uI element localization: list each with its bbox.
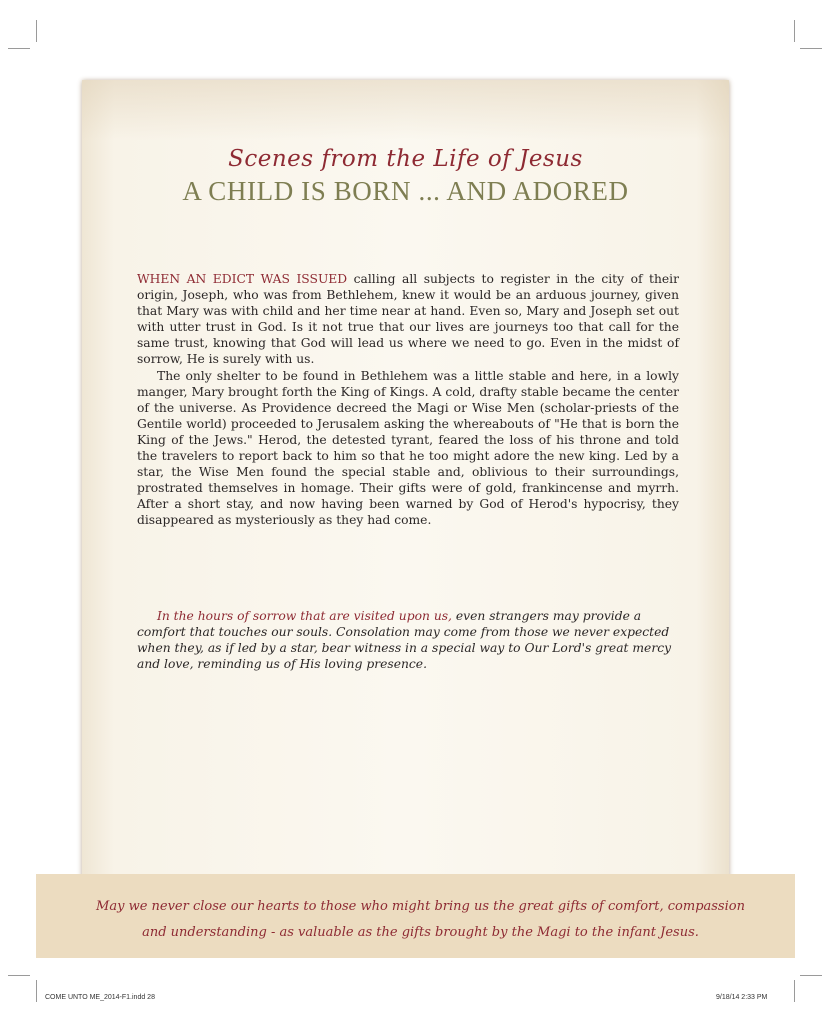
story-text — [137, 271, 679, 529]
crop-mark — [8, 975, 30, 976]
crop-mark — [800, 48, 822, 49]
prayer-banner — [36, 874, 795, 958]
lead-caps: WHEN AN EDICT WAS ISSUED — [137, 272, 348, 286]
slug-timestamp: 9/18/14 2:33 PM — [716, 994, 768, 1001]
reflection-lead: In the hours of sorrow that are visited upon us, — [157, 609, 452, 623]
page-title: A CHILD IS BORN ... AND ADORED — [182, 176, 629, 206]
prayer-text: May we never close our hearts to those who might bring us the great gifts of comfort, compassion and understanding - as valuable as the gifts brought by the Magi to the infant Jesus. — [96, 899, 745, 940]
crop-mark — [36, 20, 37, 42]
crop-mark — [36, 980, 37, 1002]
crop-mark — [794, 20, 795, 42]
section-kicker: Scenes from the Life of Jesus — [228, 146, 583, 172]
crop-mark — [800, 975, 822, 976]
reflection-paragraph — [137, 608, 679, 672]
reflection-text: even strangers may provide a comfort that touches our souls. Consolation may come from those we never expected when they, as if led by a star, bear witness in a special way to Our Lord's great mercy and love, reminding us of His loving presence. — [137, 609, 672, 672]
crop-mark — [794, 980, 795, 1002]
crop-mark — [8, 48, 30, 49]
slug-filename: COME UNTO ME_2014-F1.indd 28 — [45, 994, 155, 1001]
story-paragraph-2: The only shelter to be found in Bethlehem was a little stable and here, in a lowly manger, Mary brought forth the King of Kings. A cold, drafty stable became the center of the universe. As Providence decreed the Magi or Wise Men (scholar-priests of the Gentile world) proceeded to Jerusalem asking the whereabouts of "He that is born the King of the Jews." Herod, the detested tyrant, feared the loss of his throne and told the travelers to report back to him so that he too might adore the new king. Led by a star, the Wise Men found the special stable and, oblivious to their surroundings, prostrated themselves in homage. Their gifts were of gold, frankincense and myrrh. After a short stay, and now having been warned by God of Herod's hypocrisy, they disappeared as mysteriously as they had come. — [137, 368, 679, 528]
story-paragraph-1 — [137, 271, 679, 368]
paragraph-1-text: calling all subjects to register in the city of their origin, Joseph, who was from Bethlehem, knew it would be an arduous journey, given that Mary was with child and her time near at hand. Even so, Mary and Joseph set out with utter trust in God. Is it not true that our lives are journeys too that call for the same trust, knowing that God will lead us where we need to go. Even in the midst of sorrow, He is surely with us. — [137, 272, 679, 367]
